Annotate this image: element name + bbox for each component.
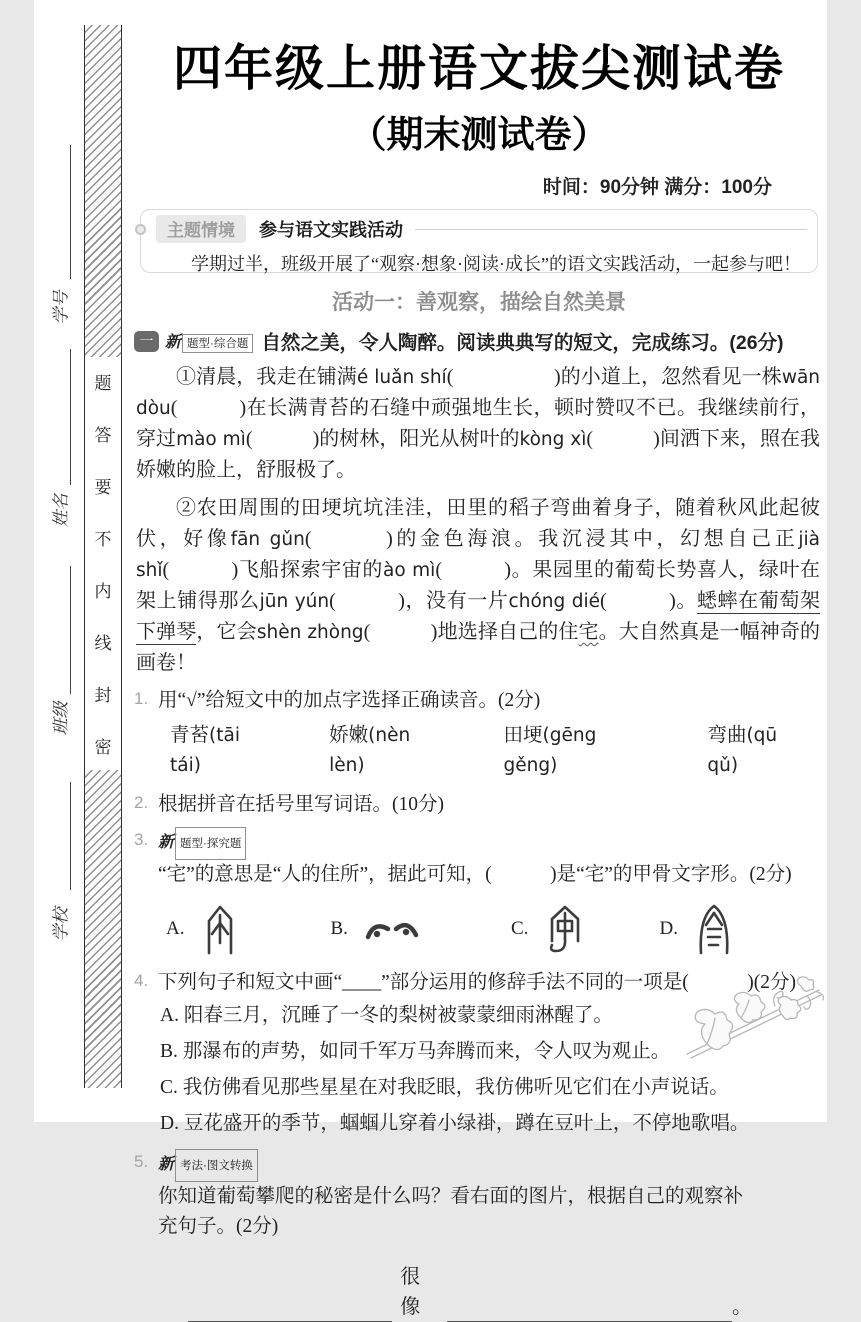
seal-char: 线 — [94, 634, 112, 653]
question-2 — [134, 790, 824, 820]
question-5-answer-row — [188, 1262, 752, 1322]
new-method-badge: 新 考法·图文转换 — [158, 1149, 258, 1182]
question-3-number: 3. — [134, 830, 149, 849]
seal-line-band — [84, 25, 122, 1088]
grape-vine-illustration — [679, 972, 831, 1072]
question-1-number: 1. — [134, 689, 149, 708]
theme-divider — [415, 229, 807, 230]
student-number-fill-line[interactable] — [70, 145, 71, 279]
choice-option-c[interactable]: C. 我仿佛看见那些星星在对我眨眼，我仿佛听见它们在小声说话。 — [160, 1077, 729, 1098]
school-fill-line[interactable] — [70, 782, 71, 890]
class-label: 班级 — [51, 701, 71, 736]
seal-char: 题 — [94, 374, 112, 393]
question-1-stem: 用“√”给短文中的加点字选择正确读音。(2分) — [158, 690, 541, 711]
seal-hatch-bottom — [85, 770, 121, 1088]
theme-intro-text: 学期过半，班级开展了“观察·想象·阅读·成长”的语文实践活动，一起参与吧！ — [191, 254, 801, 274]
oracle-glyph-b-image — [364, 903, 420, 955]
exam-page — [34, 0, 827, 1318]
new-question-type-badge: 新 题型·探究题 — [158, 827, 246, 860]
school-label: 学校 — [51, 907, 71, 942]
passage-paragraph-1: ①清晨，我走在铺满é luǎn shí( )的小道上，忽然看见一株wān dòu( )在长满青苔 •的石缝中顽强地生长，顿时赞叹不已。我继续前行，穿过mào mì( )的树林，阳光从树叶的kòng xì( )间洒下来，照在我娇嫩 •的脸上，舒服极了。 — [136, 362, 820, 486]
oracle-option-c[interactable]: C. — [495, 901, 660, 957]
answer-blank-2[interactable] — [447, 1298, 732, 1322]
theme-situation-badge: 主题情境 — [156, 215, 246, 243]
seal-char: 答 — [94, 426, 112, 445]
seal-char: 内 — [94, 582, 112, 601]
exam-content — [134, 0, 824, 1322]
oracle-glyph-a-image — [200, 903, 240, 955]
section-one-stem: 自然之美，令人陶醉。阅读典典写的短文，完成练习。(26分) — [261, 332, 784, 354]
class-fill-line[interactable] — [70, 566, 71, 694]
question-3-options — [166, 901, 824, 957]
page-subtitle: （期末测试卷） — [349, 114, 609, 155]
seal-line-text — [95, 357, 112, 770]
oracle-option-b[interactable]: B. — [331, 903, 496, 955]
seal-char: 要 — [94, 478, 112, 497]
question-4-number: 4. — [134, 971, 149, 990]
activity-one-heading: 活动一：善观察，描绘自然美景 — [332, 291, 626, 314]
student-number-label: 学号 — [51, 290, 71, 325]
student-name-label: 姓名 — [51, 493, 71, 528]
exam-time-score: 时间：90分钟 满分：100分 — [542, 177, 772, 198]
pronunciation-option[interactable]: 弯曲 •(qū qǔ) — [707, 721, 824, 781]
fill-middle-text: 很像 — [400, 1266, 421, 1318]
seal-hatch-top — [85, 25, 121, 357]
choice-option-b[interactable]: B. 那瀑布的声势，如同千军万马奔腾而来，令人叹为观止。 — [160, 1041, 671, 1062]
answer-blank-1[interactable] — [188, 1298, 392, 1322]
choice-option-a[interactable]: A. 阳春三月，沉睡了一冬的梨树被蒙蒙细雨淋醒了。 — [160, 1005, 613, 1026]
question-5 — [134, 1149, 824, 1322]
student-name-fill-line[interactable] — [70, 349, 71, 485]
choice-option-d[interactable]: D. 豆花盛开的季节，蝈蝈儿穿着小绿褂，蹲在豆叶上，不停地歌唱。 — [160, 1113, 750, 1134]
seal-char: 不 — [94, 530, 112, 549]
seal-char: 密 — [94, 738, 112, 757]
section-one-header — [134, 327, 824, 355]
section-number-badge: 一 — [134, 331, 159, 352]
question-2-stem: 根据拼音在括号里写词语。(10分) — [158, 794, 444, 815]
oracle-option-a[interactable]: A. — [166, 903, 331, 955]
pronunciation-option[interactable]: 田埂 •(gēng gěng) — [504, 721, 666, 781]
question-2-number: 2. — [134, 793, 149, 812]
pronunciation-option[interactable]: 青苔 •(tāi tái) — [170, 721, 287, 781]
question-5-number: 5. — [134, 1152, 149, 1171]
question-1-options — [170, 721, 824, 781]
pronunciation-option[interactable]: 娇嫩 •(nèn lèn) — [329, 721, 461, 781]
theme-situation-box — [140, 209, 818, 273]
question-1 — [134, 686, 824, 783]
oracle-option-d[interactable]: D. — [660, 901, 825, 957]
seal-char: 封 — [94, 686, 112, 705]
new-question-type-badge: 新 题型·综合题 — [165, 329, 253, 353]
circle-dot-icon — [135, 224, 146, 235]
oracle-glyph-c-image — [544, 901, 586, 957]
theme-heading: 参与语文实践活动 — [259, 220, 403, 240]
question-3-stem: “宅”的意思是“人的住所”，据此可知，( )是“宅”的甲骨文字形。(2分) — [158, 864, 792, 885]
page-title: 四年级上册语文拔尖测试卷 — [172, 42, 785, 96]
passage-paragraph-2: ②农田周围的田埂 •坑坑洼洼，田里的稻子弯曲 •着身子，随着秋风此起彼伏，好像fān gǔn( )的金色海浪。我沉浸其中，幻想自己正jià shǐ( )飞船探索宇宙的ào mì( )。果园里的葡萄长势喜人，绿叶在架上铺得那么jūn yún( )，没有一片chóng dié( )。蟋蟀在葡萄架下弹琴，它会shèn zhòng( )地选择自己的住宅。大自然真是一幅神奇的画卷！ — [136, 493, 820, 679]
question-3 — [134, 827, 824, 961]
fill-end-punctuation: 。 — [732, 1296, 753, 1318]
oracle-glyph-d-image — [694, 901, 734, 957]
question-4-stem: 下列句子和短文中画“____”部分运用的修辞手法不同的一项是( )(2分) — [158, 972, 797, 993]
question-5-stem: 你知道葡萄攀爬的秘密是什么吗？看右面的图片，根据自己的观察补充句子。(2分) — [158, 1186, 744, 1237]
